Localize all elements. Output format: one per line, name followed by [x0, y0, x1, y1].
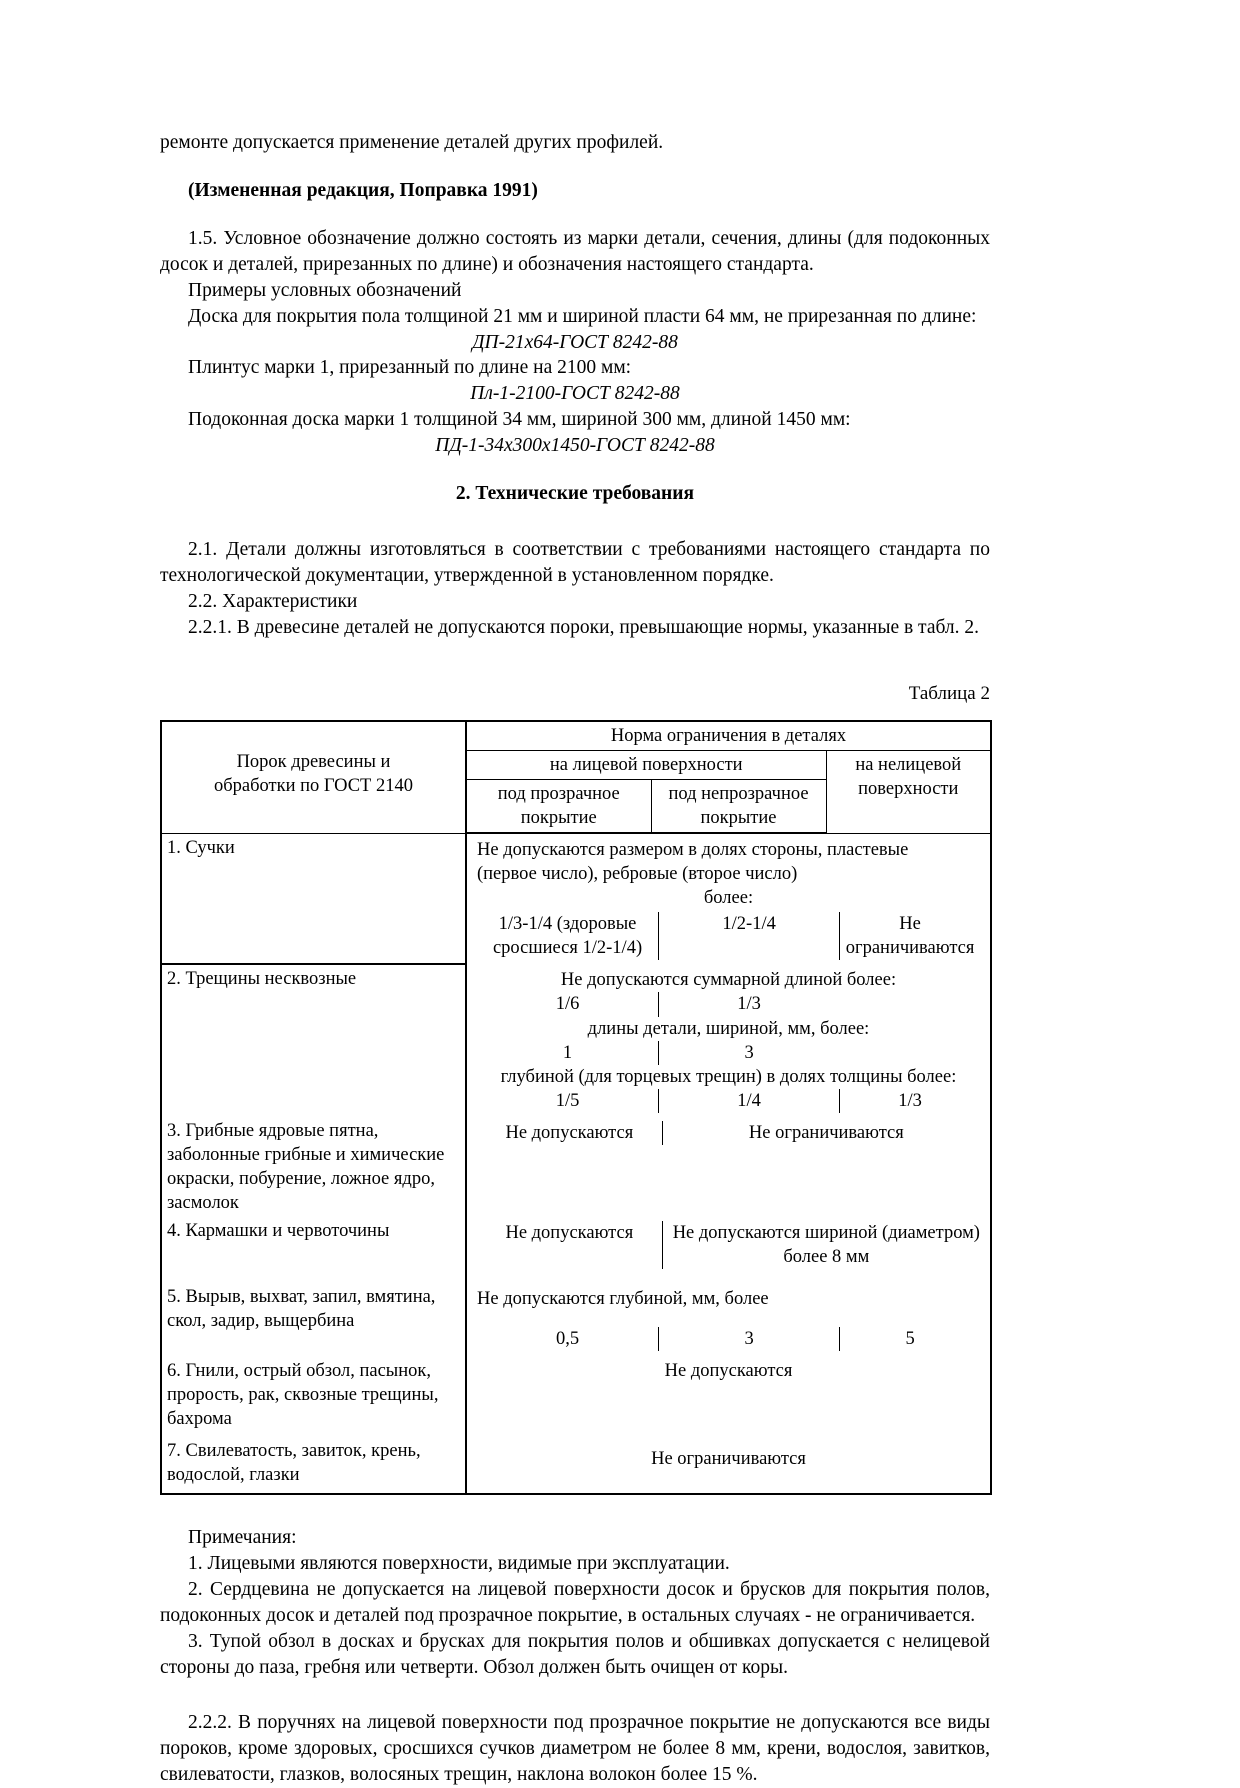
row-2-line-1: Не допускаются суммарной длиной более: [560, 970, 897, 991]
clause-2-2: 2.2. Характеристики [188, 590, 358, 612]
defect-norms-table [160, 720, 992, 1495]
row-2-v2-c1: 1 [562, 1042, 573, 1063]
table-row [161, 1283, 991, 1357]
row-1-c1-line1: 1/3-1/4 (здоровые [498, 914, 637, 935]
clause-2-1: 2.1. Детали должны изготовляться в соответствии с требованиями настоящего стандарта по технологической документации, утвержденной в установленном порядке. [160, 539, 990, 586]
header-opaque-column [651, 780, 826, 834]
row-3-defect-line-1: 3. Грибные ядровые пятна, [167, 1120, 379, 1141]
row-7-defect-line-2: водослой, глазки [167, 1464, 300, 1485]
top-paragraph: ремонте допускается применение деталей других профилей. [160, 132, 664, 153]
header-defect-line2: обработки по ГОСТ 2140 [213, 776, 413, 797]
row-1-c1-line2: сросшиеся 1/2-1/4) [492, 938, 643, 959]
row-2-v1-c1: 1/6 [555, 994, 580, 1015]
row-4-c23-line2: более 8 мм [783, 1246, 870, 1267]
row-7-norms: Не ограничиваются [466, 1437, 991, 1494]
row-3-defect-line-2: заболонные грибные и химические [167, 1144, 445, 1165]
clause-2-2-1: 2.2.1. В древесине деталей не допускаются пороки, превышающие нормы, указанные в табл. 2. [188, 616, 980, 638]
row-5-defect [161, 1283, 466, 1357]
row-7-defect [161, 1437, 466, 1494]
table-caption: Таблица 2 [908, 682, 990, 704]
document-page [160, 0, 990, 1788]
row-1-line-1: Не допускаются размером в долях стороны, пластевые [477, 840, 909, 861]
row-3-defect-line-4: засмолок [167, 1192, 239, 1213]
table-row [161, 833, 991, 964]
row-6-norms: Не допускаются [466, 1357, 991, 1437]
row-3-defect-line-3: окраски, побурение, ложное ядро, [167, 1168, 435, 1189]
table-row [161, 964, 991, 1116]
header-transparent-line1: под прозрачное [497, 784, 620, 805]
header-transparent-line2: покрытие [520, 808, 597, 829]
row-6-defect [161, 1357, 466, 1437]
header-nonface-column [826, 751, 991, 834]
row-7-defect-line-1: 7. Свилеватость, завиток, крень, [167, 1440, 421, 1461]
table-row [161, 1117, 991, 1217]
row-3-c1: Не допускаются [505, 1122, 634, 1143]
row-1-col-opaque [658, 912, 839, 960]
row-2-norms [466, 964, 991, 1116]
example-2-code: Пл-1-2100-ГОСТ 8242-88 [470, 383, 680, 405]
table-row [161, 1217, 991, 1283]
row-3-defect [161, 1117, 466, 1217]
table-row [161, 1437, 991, 1494]
row-1-c2-line2 [663, 936, 835, 960]
row-2-v2-c3 [839, 1041, 980, 1065]
example-1-code: ДП-21х64-ГОСТ 8242-88 [472, 331, 678, 353]
notes-block [160, 1525, 990, 1681]
header-transparent-column [466, 780, 651, 834]
row-5-defect-line-2: скол, задир, выщербина [167, 1310, 355, 1331]
row-2-v2-c2: 3 [658, 1041, 839, 1065]
row-2-v1-c3 [839, 992, 980, 1016]
row-2-v3-c2: 1/4 [658, 1089, 839, 1113]
row-1-c3-line2: ограничиваются [845, 938, 975, 959]
row-6-defect-line-2: прорость, рак, сквозные трещины, [167, 1384, 439, 1405]
amendment-note: (Измененная редакция, Поправка 1991) [188, 179, 538, 201]
row-2-v3-c3: 1/3 [839, 1089, 980, 1113]
row-5-c3: 5 [839, 1327, 980, 1351]
row-5-c2: 3 [658, 1327, 839, 1351]
row-1-col-nonface [839, 912, 980, 960]
note-item-3: 3. Тупой обзол в досках и брусках для покрытия полов и обшивках допускается с нелицевой стороны до паза, гребня или четверти. Обзол должен быть очищен от коры. [160, 1630, 990, 1678]
example-2-text: Плинтус марки 1, прирезанный по длине на 2100 мм: [188, 357, 632, 379]
header-defect-column [161, 721, 466, 833]
header-face-group: на лицевой поверхности [466, 751, 826, 780]
header-opaque-line2: покрытие [700, 808, 777, 829]
header-nonface-line1: на нелицевой [855, 755, 962, 776]
row-6-defect-line-3: бахрома [167, 1409, 232, 1429]
note-item-2: 2. Сердцевина не допускается на лицевой поверхности досок и брусков для покрытия полов, подоконных досок и деталей под прозрачное покрытие, в остальных случаях - не ограничивается. [160, 1578, 990, 1626]
examples-heading: Примеры условных обозначений [188, 279, 462, 301]
row-2-defect: 2. Трещины несквозные [161, 964, 466, 1116]
row-1-c2-line1: 1/2-1/4 [722, 914, 776, 935]
row-2-mid-text-1: длины детали, шириной, мм, более: [587, 1018, 870, 1039]
row-1-defect: 1. Сучки [161, 833, 466, 964]
section-2-title: 2. Технические требования [455, 483, 695, 505]
row-4-defect: 4. Кармашки и червоточины [161, 1217, 466, 1283]
example-1-text: Доска для покрытия пола толщиной 21 мм и шириной пласти 64 мм, не прирезанная по длине: [188, 305, 977, 327]
row-3-norms [466, 1117, 991, 1217]
row-1-norms [466, 833, 991, 964]
row-5-c1: 0,5 [555, 1328, 580, 1349]
example-3-code: ПД-1-34х300х1450-ГОСТ 8242-88 [435, 435, 715, 457]
row-4-c23-line1: Не допускаются шириной (диаметром) [672, 1222, 980, 1243]
header-defect-line1: Порок древесины и [236, 752, 391, 773]
row-2-v3-c1: 1/5 [555, 1090, 580, 1111]
row-4-norms [466, 1217, 991, 1283]
row-2-v1-c2: 1/3 [658, 992, 839, 1016]
row-4-c1: Не допускаются [505, 1222, 634, 1243]
table-row [161, 1357, 991, 1437]
table-header-row-1 [161, 721, 991, 751]
notes-heading: Примечания: [188, 1526, 297, 1548]
row-2-mid-text-2: глубиной (для торцевых трещин) в долях толщины более: [500, 1066, 957, 1087]
row-3-c23: Не ограничиваются [662, 1121, 990, 1145]
row-5-norms [466, 1283, 991, 1357]
clause-1-5: 1.5. Условное обозначение должно состоять из марки детали, сечения, длины (для подоконных досок и деталей, прирезанных по длине) и обозначения настоящего стандарта. [160, 227, 990, 275]
row-1-line-3: более: [703, 888, 754, 909]
row-1-col-transparent [477, 912, 658, 960]
row-1-c3-line1: Не [899, 914, 921, 935]
row-5-top-text: Не допускаются глубиной, мм, более [477, 1288, 769, 1309]
row-1-line-2: (первое число), ребровые (второе число) [477, 864, 798, 885]
header-opaque-line1: под непрозрачное [668, 784, 809, 805]
note-item-1: 1. Лицевыми являются поверхности, видимые при эксплуатации. [188, 1552, 730, 1574]
row-4-c23 [662, 1221, 990, 1269]
row-5-defect-line-1: 5. Вырыв, выхват, запил, вмятина, [167, 1286, 436, 1307]
header-norm-group: Норма ограничения в деталях [466, 721, 991, 751]
row-6-defect-line-1: 6. Гнили, острый обзол, пасынок, [167, 1360, 431, 1381]
header-nonface-line2: поверхности [858, 779, 959, 800]
clause-2-2-2: 2.2.2. В поручнях на лицевой поверхности под прозрачное покрытие не допускаются все виды пороков, кроме здоровых, сросшихся сучков диаметром не более 8 мм, крени, водослоя, завитков, свилеватости, глазков, волосяных трещин, наклона волокон более 15 %. [160, 1712, 990, 1786]
example-3-text: Подоконная доска марки 1 толщиной 34 мм, шириной 300 мм, длиной 1450 мм: [188, 409, 851, 431]
